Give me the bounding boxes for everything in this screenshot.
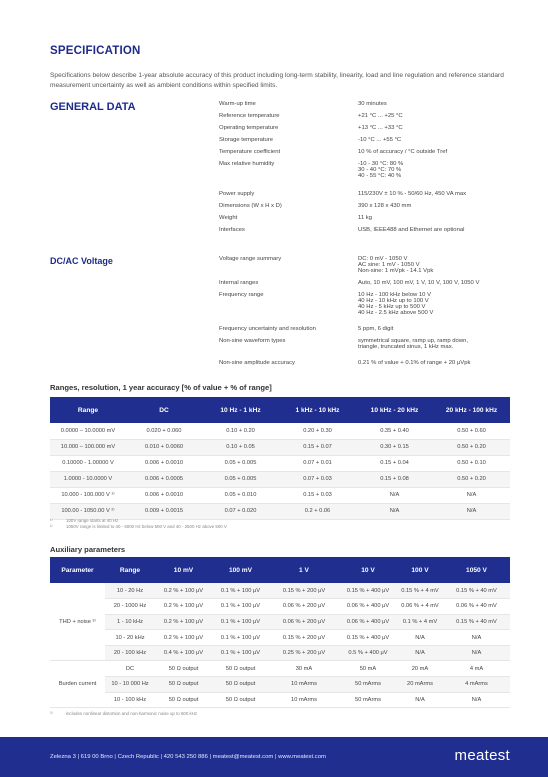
spec-label: Temperature coefficient: [219, 149, 281, 155]
spec-label: Frequency uncertainty and resolution: [219, 326, 316, 332]
spec-value: DC: 0 mV - 1050 V AC sine: 1 mV - 1050 V Non-sine: 1 mVpk - 14.1 Vpk: [358, 256, 434, 274]
footnote-text: 100V range starts at 40 Hz: [66, 518, 119, 523]
column-header: 10 Hz - 1 kHz: [220, 406, 261, 414]
table-cell: 0.1 % + 100 μV: [212, 583, 269, 599]
table-row: [50, 692, 510, 708]
table-row: [50, 614, 510, 630]
table-cell: 0.35 + 0.40: [356, 423, 433, 439]
footnote-mark: ²⁾: [50, 524, 53, 529]
spec-label: Dimensions (W x H x D): [219, 203, 282, 209]
spec-row: [219, 227, 509, 239]
table-cell: 0.1 % + 100 μV: [212, 614, 269, 630]
table-cell: 50 mArms: [339, 692, 397, 708]
table-cell: 0.5 % + 400 μV: [339, 645, 397, 661]
parameter-cell: THD + noise ³⁾: [50, 583, 105, 661]
table-cell: 0.50 + 0.20: [433, 471, 510, 487]
spec-value: 390 x 128 x 430 mm: [358, 203, 412, 209]
spec-row: [219, 101, 509, 113]
table-cell: 0.010 + 0.0060: [126, 439, 202, 455]
table-cell: 10.000 – 100.000 mV: [50, 439, 126, 455]
table-cell: N/A: [356, 503, 433, 519]
table-cell: 0.06 % + 40 mV: [443, 599, 510, 615]
spec-row: [219, 292, 509, 326]
spec-label: Interfaces: [219, 227, 245, 233]
column-header: Parameter: [61, 566, 94, 574]
spec-row: [219, 149, 509, 161]
specification-heading: SPECIFICATION: [50, 45, 141, 57]
general-data-list: [219, 101, 509, 239]
table-cell: 0.50 + 0.60: [433, 423, 510, 439]
table-cell: 10.000 - 100.000 V ¹⁾: [50, 487, 126, 503]
table-cell: 0.020 + 0.060: [126, 423, 202, 439]
table-cell: 0.15 % + 200 μV: [269, 583, 339, 599]
footnote-mark: ¹⁾: [50, 518, 53, 523]
page-footer: [0, 737, 548, 777]
spec-label: Non-sine waveform types: [219, 338, 286, 344]
table-cell: 0.15 + 0.03: [279, 487, 356, 503]
column-header: 10 V: [361, 566, 375, 574]
table-cell: 4 mArms: [443, 677, 510, 693]
intro-paragraph: Specifications below describe 1-year absolute accuracy of this product including long-term stability, linearity, load and line regulation and reference standard measurement uncertainty as well as ambient conditions within specified limits.: [50, 72, 504, 89]
table-cell: 50 Ω output: [155, 677, 212, 693]
table-cell: 0.07 + 0.01: [279, 455, 356, 471]
table-cell: 0.50 + 0.10: [433, 455, 510, 471]
column-header: Range: [119, 566, 141, 574]
spec-label: Power supply: [219, 191, 255, 197]
spec-value: +21 °C ... +25 °C: [358, 113, 403, 119]
table-cell: DC: [105, 661, 155, 677]
footer-address: Zelezna 3 | 619 00 Brno | Czech Republic | 420 543 250 886 | meatest@meatest.com | www.meatest.com: [50, 754, 326, 760]
table-header-row: [50, 557, 510, 583]
column-header: 1 kHz - 10 kHz: [295, 406, 340, 414]
table-cell: 0.20 + 0.30: [279, 423, 356, 439]
spec-label: Voltage range summary: [219, 256, 282, 262]
footnote-text: 1050V range is limited to 40 - 5000 Hz below 500 V and 40 - 2500 Hz above 500 V: [66, 524, 227, 529]
footnote-text: includes nonlinear distortion and non-harmonic noise up to 500 kHz: [66, 711, 198, 716]
table-cell: 4 mA: [443, 661, 510, 677]
table-cell: 0.1 % + 100 μV: [212, 630, 269, 646]
table-cell: 0.006 + 0.0010: [126, 487, 202, 503]
table-cell: 0.07 + 0.03: [279, 471, 356, 487]
table-row: [50, 439, 510, 455]
spec-value: USB, IEEE488 and Ethernet are optional: [358, 227, 465, 233]
table-cell: 0.4 % + 100 μV: [155, 645, 212, 661]
table-row: [50, 487, 510, 503]
table-cell: N/A: [433, 503, 510, 519]
table-row: [50, 583, 510, 599]
spec-value: 5 ppm, 6 digit: [358, 326, 394, 332]
table-cell: 0.2 % + 100 μV: [155, 614, 212, 630]
column-header: DC: [159, 406, 169, 414]
table-cell: 10 - 20 kHz: [105, 630, 155, 646]
parameter-cell: Burden current: [50, 661, 105, 708]
column-header: 20 kHz - 100 kHz: [445, 406, 498, 414]
spec-value: +13 °C ... +33 °C: [358, 125, 403, 131]
auxiliary-table-title: Auxiliary parameters: [50, 545, 126, 554]
spec-label: Max relative humidity: [219, 161, 275, 167]
spec-row: [219, 215, 509, 227]
table-cell: 50 Ω output: [212, 692, 269, 708]
table-cell: N/A: [443, 645, 510, 661]
table-cell: 0.15 + 0.04: [356, 455, 433, 471]
table-cell: 0.2 % + 100 μV: [155, 599, 212, 615]
table-row: [50, 645, 510, 661]
table-cell: 100.00 - 1050.00 V ²⁾: [50, 503, 126, 519]
table-row: [50, 503, 510, 519]
table-cell: N/A: [443, 630, 510, 646]
table-cell: 0.009 + 0.0015: [126, 503, 202, 519]
column-header: 10 mV: [173, 566, 194, 574]
column-header: 1050 V: [466, 566, 487, 574]
table-cell: 0.15 % + 400 μV: [339, 583, 397, 599]
spec-value: Auto, 10 mV, 100 mV, 1 V, 10 V, 100 V, 1050 V: [358, 280, 480, 286]
table-cell: 0.05 + 0.010: [202, 487, 279, 503]
table-cell: 20 - 1000 Hz: [105, 599, 155, 615]
spec-row: [219, 326, 509, 338]
table-cell: 0.10 + 0.20: [202, 423, 279, 439]
table-cell: 50 Ω output: [212, 677, 269, 693]
table-cell: 0.15 % + 400 μV: [339, 630, 397, 646]
spec-label: Operating temperature: [219, 125, 279, 131]
table-cell: N/A: [433, 487, 510, 503]
column-header: 10 kHz - 20 kHz: [370, 406, 419, 414]
table-cell: 50 Ω output: [212, 661, 269, 677]
spec-row: [219, 113, 509, 125]
spec-value: 11 kg: [358, 215, 372, 221]
spec-value: -10 - 30 °C: 80 % 30 - 40 °C: 70 % 40 - 55 °C: 40 %: [358, 161, 404, 179]
table-cell: 10 - 100 kHz: [105, 692, 155, 708]
spec-row: [219, 256, 509, 280]
table-cell: 0.006 + 0.0005: [126, 471, 202, 487]
table-cell: 20 - 100 kHz: [105, 645, 155, 661]
spec-row: [219, 191, 509, 203]
table-cell: 0.06 % + 400 μV: [339, 614, 397, 630]
table-cell: 0.06 % + 200 μV: [269, 599, 339, 615]
column-header: Range: [77, 406, 99, 414]
table-cell: N/A: [397, 630, 443, 646]
table-cell: 30 mA: [269, 661, 339, 677]
table-cell: 50 mArms: [339, 677, 397, 693]
spec-row: [219, 125, 509, 137]
table-cell: 0.25 % + 200 μV: [269, 645, 339, 661]
table-row: [50, 661, 510, 677]
table-cell: 0.06 % + 200 μV: [269, 614, 339, 630]
table-cell: 1 - 10 kHz: [105, 614, 155, 630]
ranges-footnotes: [50, 518, 227, 530]
table-cell: 0.1 % + 4 mV: [397, 614, 443, 630]
spec-row: [219, 137, 509, 149]
table-cell: 10 - 20 Hz: [105, 583, 155, 599]
spec-value: 10 % of accuracy / °C outside Tref: [358, 149, 448, 155]
table-cell: N/A: [397, 692, 443, 708]
ranges-table-title: Ranges, resolution, 1 year accuracy [% of value + % of range]: [50, 383, 272, 392]
auxiliary-parameters-table: [50, 557, 510, 708]
table-cell: 0.15 % + 200 μV: [269, 630, 339, 646]
table-cell: 0.15 + 0.08: [356, 471, 433, 487]
spec-value: 0.21 % of value + 0.1% of range + 20 μVpk: [358, 360, 471, 366]
table-cell: 20 mArms: [397, 677, 443, 693]
table-row: [50, 423, 510, 439]
table-cell: 0.1 % + 100 μV: [212, 599, 269, 615]
table-cell: N/A: [397, 645, 443, 661]
table-cell: 0.15 % + 40 mV: [443, 583, 510, 599]
table-row: [50, 455, 510, 471]
spec-label: Storage temperature: [219, 137, 274, 143]
column-header: 1 V: [299, 566, 309, 574]
spec-row: [219, 360, 509, 372]
spec-row: [219, 203, 509, 215]
table-cell: 0.10000 - 1.00000 V: [50, 455, 126, 471]
table-cell: 0.06 % + 4 mV: [397, 599, 443, 615]
table-cell: 0.2 % + 100 μV: [155, 630, 212, 646]
footnote-mark: ³⁾: [50, 711, 53, 716]
ranges-accuracy-table: [50, 397, 510, 520]
spec-row: [219, 338, 509, 360]
column-header: 100 V: [411, 566, 429, 574]
general-data-heading: GENERAL DATA: [50, 101, 136, 113]
table-cell: 10 - 10 000 Hz: [105, 677, 155, 693]
dcac-voltage-list: [219, 256, 509, 372]
table-cell: 0.05 + 0.005: [202, 471, 279, 487]
table-row: [50, 471, 510, 487]
spec-row: [219, 161, 509, 191]
table-row: [50, 599, 510, 615]
table-cell: N/A: [356, 487, 433, 503]
spec-value: 30 minutes: [358, 101, 387, 107]
table-cell: 0.06 % + 400 μV: [339, 599, 397, 615]
table-cell: N/A: [443, 692, 510, 708]
table-cell: 0.07 + 0.020: [202, 503, 279, 519]
table-cell: 0.2 % + 100 μV: [155, 583, 212, 599]
spec-label: Reference temperature: [219, 113, 280, 119]
table-cell: 50 Ω output: [155, 692, 212, 708]
table-cell: 10 mArms: [269, 677, 339, 693]
table-row: [50, 677, 510, 693]
spec-label: Weight: [219, 215, 238, 221]
table-header-row: [50, 397, 510, 423]
footnote: [50, 711, 197, 717]
spec-label: Internal ranges: [219, 280, 259, 286]
spec-value: 10 Hz - 100 kHz below 10 V 40 Hz - 10 kHz up to 100 V 40 Hz - 5 kHz up to 500 V 40 Hz - 2.5 kHz above 500 V: [358, 292, 434, 316]
table-cell: 0.15 % + 40 mV: [443, 614, 510, 630]
table-cell: 50 Ω output: [155, 661, 212, 677]
spec-label: Frequency range: [219, 292, 264, 298]
spec-label: Warm-up time: [219, 101, 256, 107]
footnote: [50, 524, 227, 530]
meatest-logo: meatest: [454, 747, 510, 764]
auxiliary-footnotes: [50, 711, 197, 717]
table-cell: 1.0000 - 10.0000 V: [50, 471, 126, 487]
table-row: [50, 630, 510, 646]
table-cell: 0.0000 – 10.0000 mV: [50, 423, 126, 439]
column-header: 100 mV: [228, 566, 253, 574]
dcac-voltage-heading: DC/AC Voltage: [50, 256, 113, 266]
table-cell: 20 mA: [397, 661, 443, 677]
table-cell: 0.15 % + 4 mV: [397, 583, 443, 599]
table-cell: 0.10 + 0.05: [202, 439, 279, 455]
table-cell: 0.2 + 0.06: [279, 503, 356, 519]
spec-value: -10 °C ... +55 °C: [358, 137, 402, 143]
table-cell: 50 mA: [339, 661, 397, 677]
spec-value: symmetrical square, ramp up, ramp down, triangle, truncated sinus, 1 kHz max.: [358, 338, 468, 350]
table-cell: 0.50 + 0.20: [433, 439, 510, 455]
table-cell: 0.30 + 0.15: [356, 439, 433, 455]
table-cell: 0.15 + 0.07: [279, 439, 356, 455]
table-cell: 0.1 % + 100 μV: [212, 645, 269, 661]
table-cell: 0.05 + 0.005: [202, 455, 279, 471]
table-cell: 0.006 + 0.0010: [126, 455, 202, 471]
spec-label: Non-sine amplitude accuracy: [219, 360, 295, 366]
spec-value: 115/230V ± 10 % - 50/60 Hz, 450 VA max: [358, 191, 467, 197]
table-cell: 10 mArms: [269, 692, 339, 708]
spec-row: [219, 280, 509, 292]
